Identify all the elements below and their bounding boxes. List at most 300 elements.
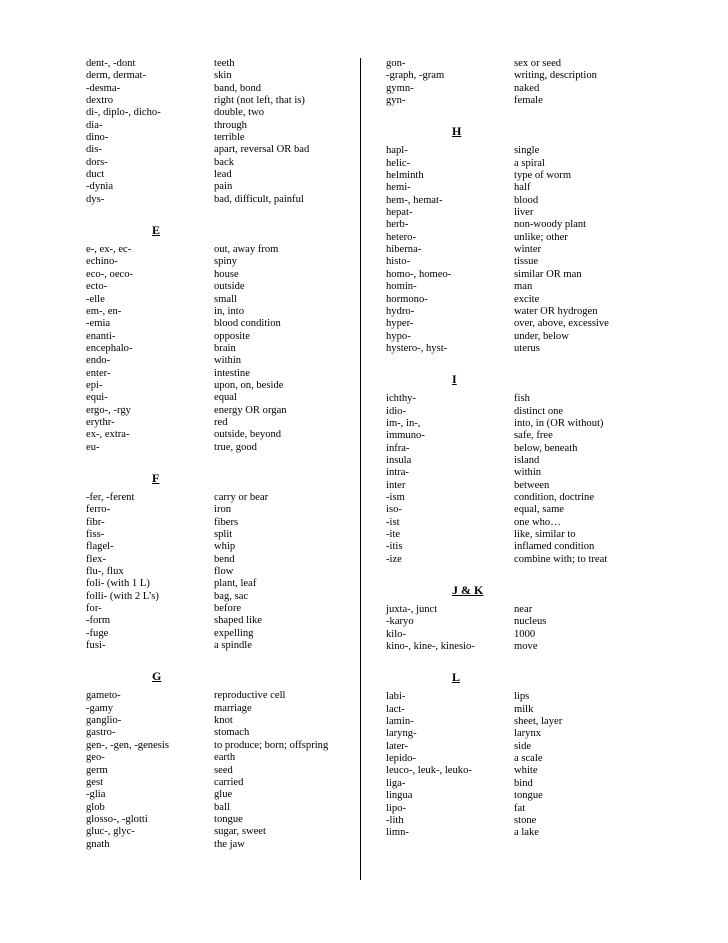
entry-meaning: iron	[214, 504, 232, 516]
entry-meaning: tissue	[514, 256, 539, 268]
glossary-entry	[386, 504, 646, 516]
entry-prefix: kino-, kine-, kinesio-	[386, 641, 475, 653]
glossary-entry	[86, 294, 346, 306]
entry-meaning: near	[514, 604, 533, 616]
glossary-entry	[386, 406, 646, 418]
glossary-entry	[86, 578, 346, 590]
glossary-entry	[86, 132, 346, 144]
glossary-entry	[386, 728, 646, 740]
glossary-entry	[386, 704, 646, 716]
entry-meaning: opposite	[214, 330, 250, 342]
entry-meaning: true, good	[214, 441, 257, 453]
entry-meaning: house	[214, 268, 239, 280]
entry-prefix: hem-, hemat-	[386, 194, 443, 206]
entry-meaning: apart, reversal OR bad	[214, 144, 310, 156]
glossary-entry	[386, 691, 646, 703]
section-heading: I	[452, 372, 457, 387]
entry-prefix: limn-	[386, 827, 409, 839]
entry-meaning: island	[514, 454, 540, 466]
entry-prefix: dys-	[86, 193, 105, 205]
entry-prefix: gen-, -gen, -genesis	[86, 739, 169, 751]
entry-prefix: foli- (with 1 L)	[86, 578, 150, 590]
glossary-entry	[86, 802, 346, 814]
entry-prefix: geo-	[86, 752, 105, 764]
entry-prefix: later-	[386, 740, 409, 752]
entry-prefix: fusi-	[86, 640, 106, 652]
entry-prefix: -emia	[86, 318, 111, 330]
entry-prefix: -form	[86, 615, 111, 627]
entry-prefix: encephalo-	[86, 342, 133, 354]
glossary-entry	[386, 765, 646, 777]
entry-prefix: flex-	[86, 553, 106, 565]
glossary-entry	[86, 95, 346, 107]
glossary-entry	[86, 690, 346, 702]
entry-meaning: half	[514, 182, 531, 194]
entry-prefix: hydro-	[386, 305, 415, 317]
entry-prefix: dent-, -dont	[86, 58, 136, 69]
glossary-entry	[386, 281, 646, 293]
entry-prefix: helminth	[386, 170, 424, 182]
entry-meaning: marriage	[214, 702, 252, 714]
entry-meaning: the jaw	[214, 838, 245, 850]
entry-meaning: larynx	[514, 728, 542, 740]
entry-prefix: infra-	[386, 442, 410, 454]
glossary-entry	[86, 492, 346, 504]
entry-prefix: kilo-	[386, 628, 407, 640]
entry-meaning: uterus	[514, 342, 540, 354]
glossary-entry	[386, 554, 646, 566]
entry-prefix: em-, en-	[86, 305, 122, 317]
entry-meaning: within	[514, 467, 542, 479]
glossary-entry	[386, 207, 646, 219]
glossary-entry	[86, 194, 346, 206]
entry-prefix: herb-	[386, 219, 409, 231]
right-column	[386, 58, 646, 840]
entry-meaning: a spindle	[214, 640, 252, 652]
entry-prefix: eu-	[86, 441, 100, 453]
glossary-entry	[86, 615, 346, 627]
entry-prefix: flu-, flux	[86, 566, 124, 578]
glossary-entry	[386, 418, 646, 430]
entry-meaning: safe, free	[514, 430, 553, 442]
entry-meaning: distinct one	[514, 405, 564, 417]
entry-meaning: small	[214, 293, 237, 305]
entry-prefix: ecto-	[86, 281, 108, 293]
entry-prefix: e-, ex-, ec-	[86, 244, 132, 256]
glossary-entry	[86, 70, 346, 82]
entry-prefix: dors-	[86, 156, 108, 168]
glossary-entry	[386, 803, 646, 815]
glossary-entry	[86, 789, 346, 801]
glossary-entry	[386, 331, 646, 343]
entry-prefix: hypo-	[386, 330, 411, 342]
glossary-entry	[386, 716, 646, 728]
glossary-entry	[386, 443, 646, 455]
entry-meaning: fibers	[214, 516, 239, 528]
entry-prefix: im-, in-,	[386, 417, 421, 429]
glossary-entry	[86, 343, 346, 355]
glossary-entry	[386, 480, 646, 492]
entry-meaning: combine with; to treat	[514, 553, 608, 565]
glossary-entry	[86, 826, 346, 838]
glossary-entry	[386, 641, 646, 653]
entry-meaning: stomach	[214, 727, 250, 739]
glossary-entry	[86, 814, 346, 826]
glossary-entry	[86, 541, 346, 553]
entry-meaning: into, in (OR without)	[514, 417, 604, 429]
glossary-entry	[386, 95, 646, 107]
glossary-entry	[86, 727, 346, 739]
glossary-entry	[386, 393, 646, 405]
entry-meaning: band, bond	[214, 82, 262, 94]
entry-prefix: histo-	[386, 256, 411, 268]
entry-prefix: germ	[86, 764, 108, 776]
entry-prefix: lingua	[386, 790, 413, 802]
entry-prefix: epi-	[86, 379, 103, 391]
entry-prefix: ferro-	[86, 504, 111, 516]
glossary-entry	[86, 640, 346, 652]
glossary-entry	[86, 269, 346, 281]
left-column	[86, 58, 346, 851]
glossary-entry	[386, 529, 646, 541]
entry-prefix: dextro	[86, 95, 114, 107]
entry-prefix: -graph, -gram	[386, 70, 445, 82]
entry-meaning: equal	[214, 392, 237, 404]
entry-meaning: split	[214, 529, 233, 540]
entry-meaning: bend	[214, 553, 235, 565]
entry-meaning: bag, sac	[214, 590, 249, 602]
entry-prefix: fibr-	[86, 516, 105, 528]
glossary-entry	[386, 195, 646, 207]
entry-prefix: hiberna-	[386, 244, 422, 256]
entry-meaning: glue	[214, 789, 233, 801]
glossary-entry	[386, 306, 646, 318]
entry-meaning: teeth	[214, 58, 235, 69]
entry-prefix: -ite	[386, 529, 401, 540]
entry-meaning: tongue	[514, 790, 543, 802]
glossary-entry	[386, 182, 646, 194]
entry-meaning: excite	[514, 293, 540, 305]
glossary-entry	[386, 604, 646, 616]
entry-meaning: brain	[214, 342, 236, 354]
section-heading: G	[152, 669, 162, 684]
entry-prefix: gnath	[86, 838, 110, 850]
glossary-entry	[86, 331, 346, 343]
glossary-entry	[386, 492, 646, 504]
entry-meaning: milk	[514, 703, 534, 715]
glossary-entry	[86, 355, 346, 367]
entry-meaning: through	[214, 119, 247, 131]
glossary-entry	[86, 703, 346, 715]
entry-prefix: hepat-	[386, 207, 413, 219]
glossary-entry	[86, 83, 346, 95]
glossary-entry	[86, 417, 346, 429]
entry-meaning: skin	[214, 70, 232, 82]
entry-prefix: juxta-, junct	[386, 604, 438, 616]
entry-meaning: flow	[214, 566, 234, 578]
entry-prefix: hyper-	[386, 318, 414, 330]
entry-prefix: dis-	[86, 144, 102, 156]
entry-prefix: ex-, extra-	[86, 429, 130, 441]
entry-meaning: unlike; other	[514, 231, 568, 243]
glossary-entry	[386, 827, 646, 839]
entry-prefix: di-, diplo-, dicho-	[86, 107, 161, 119]
entry-prefix: duct	[86, 169, 105, 181]
entry-meaning: type of worm	[514, 170, 572, 182]
entry-meaning: tongue	[214, 813, 243, 825]
glossary-entry	[86, 107, 346, 119]
entry-prefix: homo-, homeo-	[386, 268, 452, 280]
entry-prefix: gastro-	[86, 727, 116, 739]
entry-prefix: dia-	[86, 119, 103, 131]
glossary-entry	[386, 778, 646, 790]
entry-meaning: outside, beyond	[214, 429, 282, 441]
glossary-entry	[386, 256, 646, 268]
entry-meaning: between	[514, 479, 550, 491]
glossary-entry	[86, 715, 346, 727]
entry-meaning: lead	[214, 169, 232, 181]
entry-meaning: upon, on, beside	[214, 379, 284, 391]
entry-prefix: -karyo	[386, 616, 414, 628]
entry-prefix: ichthy-	[386, 393, 417, 405]
glossary-entry	[86, 144, 346, 156]
glossary-entry	[386, 430, 646, 442]
entry-prefix: hystero-, hyst-	[386, 342, 448, 354]
glossary-entry	[86, 517, 346, 529]
entry-prefix: idio-	[386, 405, 407, 417]
entry-meaning: terrible	[214, 132, 245, 144]
glossary-entry	[386, 145, 646, 157]
entry-meaning: similar OR man	[514, 268, 582, 280]
entry-prefix: gluc-, glyc-	[86, 826, 135, 838]
entry-prefix: laryng-	[386, 728, 417, 740]
glossary-entry	[86, 429, 346, 441]
entry-meaning: non-woody plant	[514, 219, 587, 231]
glossary-entry	[386, 244, 646, 256]
entry-prefix: -fuge	[86, 627, 109, 639]
entry-meaning: side	[514, 740, 532, 752]
entry-prefix: lepido-	[386, 753, 417, 765]
entry-prefix: eco-, oeco-	[86, 268, 134, 280]
entry-prefix: flagel-	[86, 541, 114, 553]
glossary-entry	[86, 157, 346, 169]
entry-prefix: -ism	[386, 491, 405, 503]
entry-prefix: -ize	[386, 553, 402, 565]
glossary-entry	[86, 181, 346, 193]
entry-prefix: gymn-	[386, 82, 414, 94]
entry-meaning: naked	[514, 82, 540, 94]
glossary-entry	[386, 158, 646, 170]
glossary-entry	[386, 318, 646, 330]
entry-prefix: folli- (with 2 L’s)	[86, 590, 159, 602]
glossary-entry	[386, 815, 646, 827]
entry-prefix: hormono-	[386, 293, 428, 305]
section-heading: E	[152, 223, 161, 238]
entry-meaning: reproductive cell	[214, 690, 286, 702]
entry-meaning: lips	[514, 691, 530, 703]
glossary-entry	[86, 318, 346, 330]
glossary-entry	[86, 529, 346, 541]
entry-meaning: single	[514, 145, 540, 157]
entry-prefix: -dynia	[86, 181, 114, 193]
glossary-entry	[386, 83, 646, 95]
entry-prefix: intra-	[386, 467, 409, 479]
section-heading: J & K	[452, 583, 484, 598]
glossary-entry	[86, 368, 346, 380]
entry-prefix: -desma-	[86, 82, 121, 94]
entry-meaning: before	[214, 603, 242, 615]
glossary-entry	[386, 455, 646, 467]
glossary-entry	[86, 752, 346, 764]
glossary-entry	[86, 839, 346, 851]
entry-prefix: gest	[86, 776, 104, 788]
entry-prefix: hemi-	[386, 182, 411, 194]
entry-prefix: dino-	[86, 132, 109, 144]
entry-prefix: inter	[386, 479, 406, 491]
entry-prefix: lamin-	[386, 716, 414, 728]
glossary-entry	[386, 170, 646, 182]
glossary-entry	[86, 777, 346, 789]
section-heading: H	[452, 124, 462, 139]
entry-meaning: sheet, layer	[514, 716, 563, 728]
glossary-entry	[386, 343, 646, 355]
glossary-entry	[86, 554, 346, 566]
glossary-entry	[86, 169, 346, 181]
entry-meaning: a lake	[514, 827, 539, 839]
entry-meaning: ball	[214, 801, 230, 813]
glossary-entry	[386, 58, 646, 70]
entry-meaning: fat	[514, 802, 526, 814]
entry-meaning: bind	[514, 777, 533, 789]
entry-prefix: gon-	[386, 58, 406, 69]
entry-prefix: -ist	[386, 516, 400, 528]
glossary-entry	[86, 740, 346, 752]
entry-meaning: bad, difficult, painful	[214, 193, 304, 205]
glossary-entry	[386, 517, 646, 529]
entry-meaning: in, into	[214, 305, 245, 317]
glossary-entry	[86, 244, 346, 256]
glossary-entry	[86, 504, 346, 516]
glossary-entry	[386, 294, 646, 306]
entry-meaning: knot	[214, 715, 233, 727]
entry-meaning: shaped like	[214, 615, 262, 627]
entry-meaning: inflamed condition	[514, 541, 595, 553]
entry-meaning: below, beneath	[514, 442, 578, 454]
entry-meaning: like, similar to	[514, 529, 576, 540]
entry-prefix: immuno-	[386, 430, 425, 442]
entry-prefix: glob	[86, 801, 105, 813]
entry-prefix: gyn-	[386, 95, 406, 107]
entry-meaning: sugar, sweet	[214, 826, 266, 838]
entry-meaning: female	[514, 95, 543, 107]
glossary-entry	[386, 70, 646, 82]
glossary-entry	[86, 392, 346, 404]
entry-prefix: leuco-, leuk-, leuko-	[386, 765, 472, 777]
entry-prefix: hapl-	[386, 145, 408, 157]
entry-meaning: right (not left, that is)	[214, 95, 305, 107]
glossary-entry	[86, 591, 346, 603]
glossary-entry	[86, 628, 346, 640]
entry-meaning: stone	[514, 814, 537, 826]
entry-meaning: a scale	[514, 753, 543, 765]
glossary-entry	[386, 541, 646, 553]
entry-meaning: 1000	[514, 628, 536, 640]
glossary-entry	[386, 269, 646, 281]
glossary-entry	[386, 790, 646, 802]
glossary-entry	[86, 405, 346, 417]
entry-prefix: liga-	[386, 777, 406, 789]
entry-meaning: writing, description	[514, 70, 597, 82]
entry-meaning: carried	[214, 776, 244, 788]
glossary-entry	[386, 232, 646, 244]
glossary-entry	[86, 603, 346, 615]
glossary-entry	[86, 256, 346, 268]
entry-meaning: intestine	[214, 367, 250, 379]
entry-prefix: hetero-	[386, 231, 416, 243]
entry-meaning: energy OR organ	[214, 404, 287, 416]
entry-meaning: whip	[214, 541, 236, 553]
section-heading: L	[452, 670, 461, 685]
column-divider	[360, 58, 361, 880]
entry-prefix: endo-	[86, 355, 111, 367]
glossary-entry	[86, 281, 346, 293]
glossary-entry	[86, 120, 346, 132]
entry-prefix: iso-	[386, 504, 402, 516]
entry-prefix: gameto-	[86, 690, 121, 702]
entry-meaning: double, two	[214, 107, 265, 119]
entry-prefix: -glia	[86, 789, 106, 801]
entry-meaning: seed	[214, 764, 233, 776]
entry-meaning: nucleus	[514, 616, 547, 628]
entry-meaning: spiny	[214, 256, 237, 268]
glossary-entry	[86, 442, 346, 454]
glossary-entry	[86, 380, 346, 392]
entry-prefix: -lith	[386, 814, 404, 826]
entry-meaning: white	[514, 765, 538, 777]
entry-prefix: erythr-	[86, 416, 115, 428]
glossary-entry	[86, 306, 346, 318]
glossary-entry	[386, 753, 646, 765]
entry-prefix: helic-	[386, 157, 411, 169]
entry-meaning: within	[214, 355, 242, 367]
entry-meaning: blood condition	[214, 318, 281, 330]
entry-meaning: to produce; born; offspring	[214, 739, 329, 751]
entry-meaning: out, away from	[214, 244, 279, 256]
entry-meaning: plant, leaf	[214, 578, 257, 590]
entry-meaning: one who…	[514, 516, 561, 528]
glossary-entry	[86, 58, 346, 70]
entry-meaning: man	[514, 281, 533, 293]
entry-meaning: liver	[514, 207, 534, 219]
entry-prefix: lipo-	[386, 802, 407, 814]
entry-meaning: blood	[514, 194, 539, 206]
glossary-entry	[386, 467, 646, 479]
entry-prefix: glosso-, -glotti	[86, 813, 148, 825]
entry-meaning: water OR hydrogen	[514, 305, 598, 317]
entry-prefix: homin-	[386, 281, 417, 293]
glossary-entry	[386, 741, 646, 753]
entry-prefix: enter-	[86, 367, 111, 379]
entry-prefix: for-	[86, 603, 102, 615]
entry-prefix: -fer, -ferent	[86, 491, 135, 503]
entry-prefix: labi-	[386, 691, 406, 703]
entry-prefix: ergo-, -rgy	[86, 404, 131, 416]
entry-prefix: enanti-	[86, 330, 116, 342]
entry-prefix: equi-	[86, 392, 108, 404]
entry-meaning: under, below	[514, 330, 569, 342]
glossary-entry	[86, 566, 346, 578]
entry-prefix: -gamy	[86, 702, 114, 714]
